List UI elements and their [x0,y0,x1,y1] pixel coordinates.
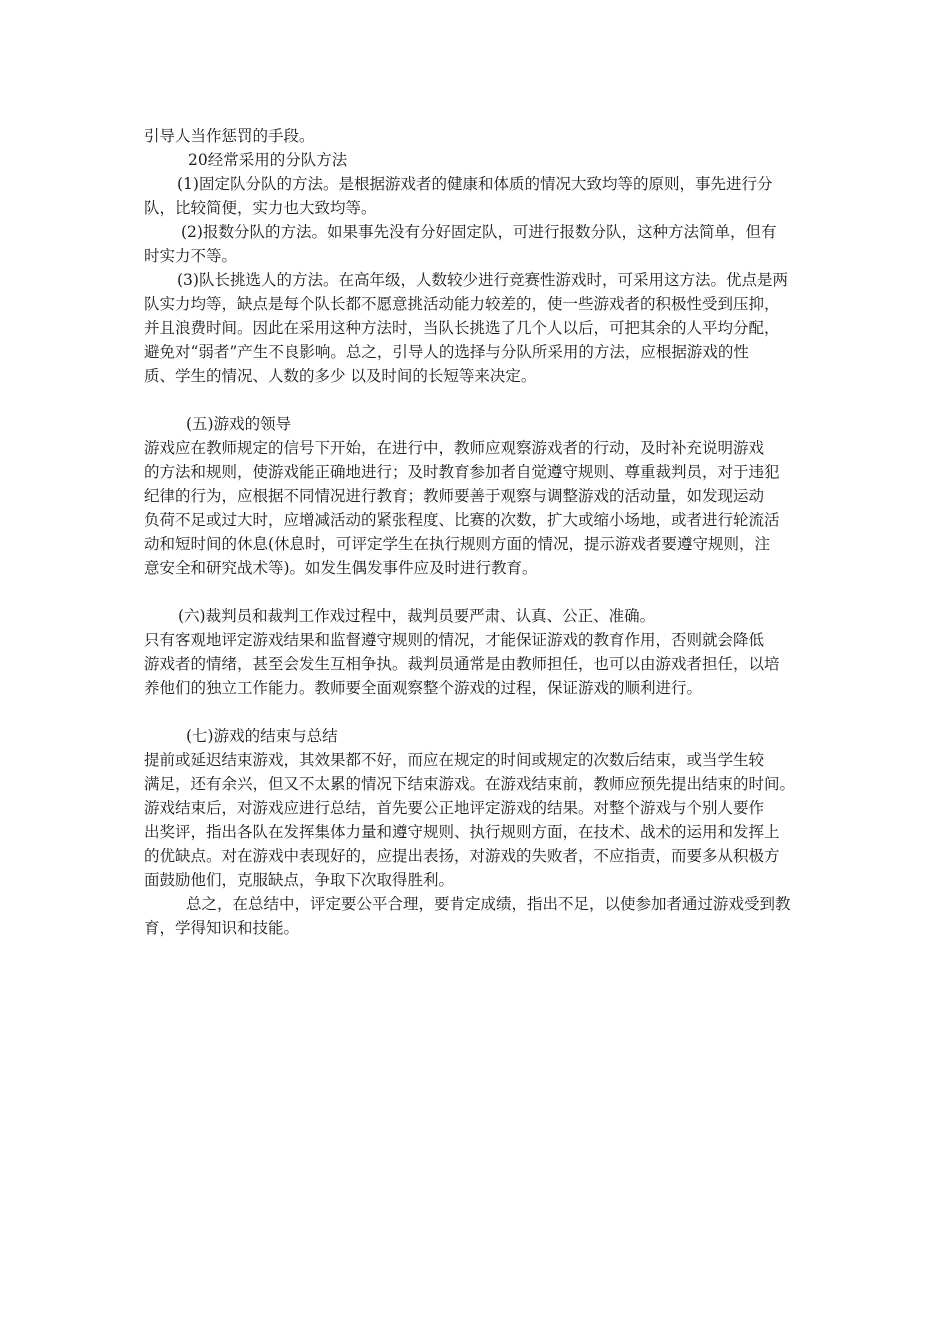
paragraph-line: 只有客观地评定游戏结果和监督遵守规则的情况，才能保证游戏的教育作用，否则就会降低 [144,631,765,649]
paragraph-line: 质、学生的情况、人数的多少 以及时间的长短等来决定。 [144,367,537,385]
paragraph-line: 队，比较简便，实力也大致均等。 [144,199,377,217]
section-heading: (六)裁判员和裁判工作戏过程中，裁判员要严肃、认真、公正、准确。 [178,607,656,625]
blank-line [144,388,814,412]
paragraph-line: 游戏者的情绪，甚至会发生互相争执。裁判员通常是由教师担任，也可以由游戏者担任，以培 [144,655,780,673]
paragraph-line: 队实力均等，缺点是每个队长都不愿意挑活动能力较差的，使一些游戏者的积极性受到压抑， [144,295,780,313]
paragraph-line: 引导人当作惩罚的手段。 [144,127,315,145]
paragraph-line: 游戏结束后，对游戏应进行总结，首先要公正地评定游戏的结果。对整个游戏与个别人要作 [144,799,765,817]
paragraph-line: 意安全和研究战术等)。如发生偶发事件应及时进行教育。 [144,559,538,577]
paragraph-line: 育，学得知识和技能。 [144,919,300,937]
paragraph-line: 养他们的独立工作能力。教师要全面观察整个游戏的过程，保证游戏的顺利进行。 [144,679,703,697]
paragraph-line: (2)报数分队的方法。如果事先没有分好固定队，可进行报数分队，这种方法简单，但有 [181,223,777,241]
paragraph-line: 负荷不足或过大时，应增减活动的紧张程度、比赛的次数，扩大或缩小场地，或者进行轮流活 [144,511,780,529]
paragraph-line: (3)队长挑选人的方法。在高年级，人数较少进行竞赛性游戏时，可采用这方法。优点是两 [177,271,788,289]
section-heading: 20经常采用的分队方法 [188,151,348,169]
paragraph-line: 并且浪费时间。因此在采用这种方法时，当队长挑选了几个人以后，可把其余的人平均分配， [144,319,780,337]
paragraph-line: 总之，在总结中，评定要公平合理，要肯定成绩，指出不足，以使参加者通过游戏受到教 [186,895,791,913]
paragraph-line: 纪律的行为，应根据不同情况进行教育；教师要善于观察与调整游戏的活动量，如发现运动 [144,487,765,505]
paragraph-line: 避免对“弱者”产生不良影响。总之，引导人的选择与分队所采用的方法，应根据游戏的性 [144,343,749,361]
paragraph-line: 满足，还有余兴，但又不太累的情况下结束游戏。在游戏结束前，教师应预先提出结束的时间。 [144,775,796,793]
paragraph-line: 出奖评，指出各队在发挥集体力量和遵守规则、执行规则方面，在技术、战术的运用和发挥上 [144,823,780,841]
document-page [144,124,814,940]
paragraph-line: 的优缺点。对在游戏中表现好的，应提出表扬，对游戏的失败者，不应指责，而要多从积极方 [144,847,780,865]
blank-line [144,700,814,724]
blank-line [144,580,814,604]
paragraph-line: 提前或延迟结束游戏，其效果都不好，而应在规定的时间或规定的次数后结束，或当学生较 [144,751,765,769]
section-heading: (五)游戏的领导 [186,415,292,433]
paragraph-line: 的方法和规则，使游戏能正确地进行；及时教育参加者自觉遵守规则、尊重裁判员，对于违犯 [144,463,780,481]
paragraph-line: 动和短时间的休息(休息时，可评定学生在执行规则方面的情况，提示游戏者要遵守规则，注 [144,535,771,553]
paragraph-line: 面鼓励他们，克服缺点，争取下次取得胜利。 [144,871,455,889]
paragraph-line: 游戏应在教师规定的信号下开始，在进行中，教师应观察游戏者的行动，及时补充说明游戏 [144,439,765,457]
paragraph-line: 时实力不等。 [144,247,238,265]
paragraph-line: (1)固定队分队的方法。是根据游戏者的健康和体质的情况大致均等的原则，事先进行分 [177,175,773,193]
section-heading: (七)游戏的结束与总结 [186,727,338,745]
